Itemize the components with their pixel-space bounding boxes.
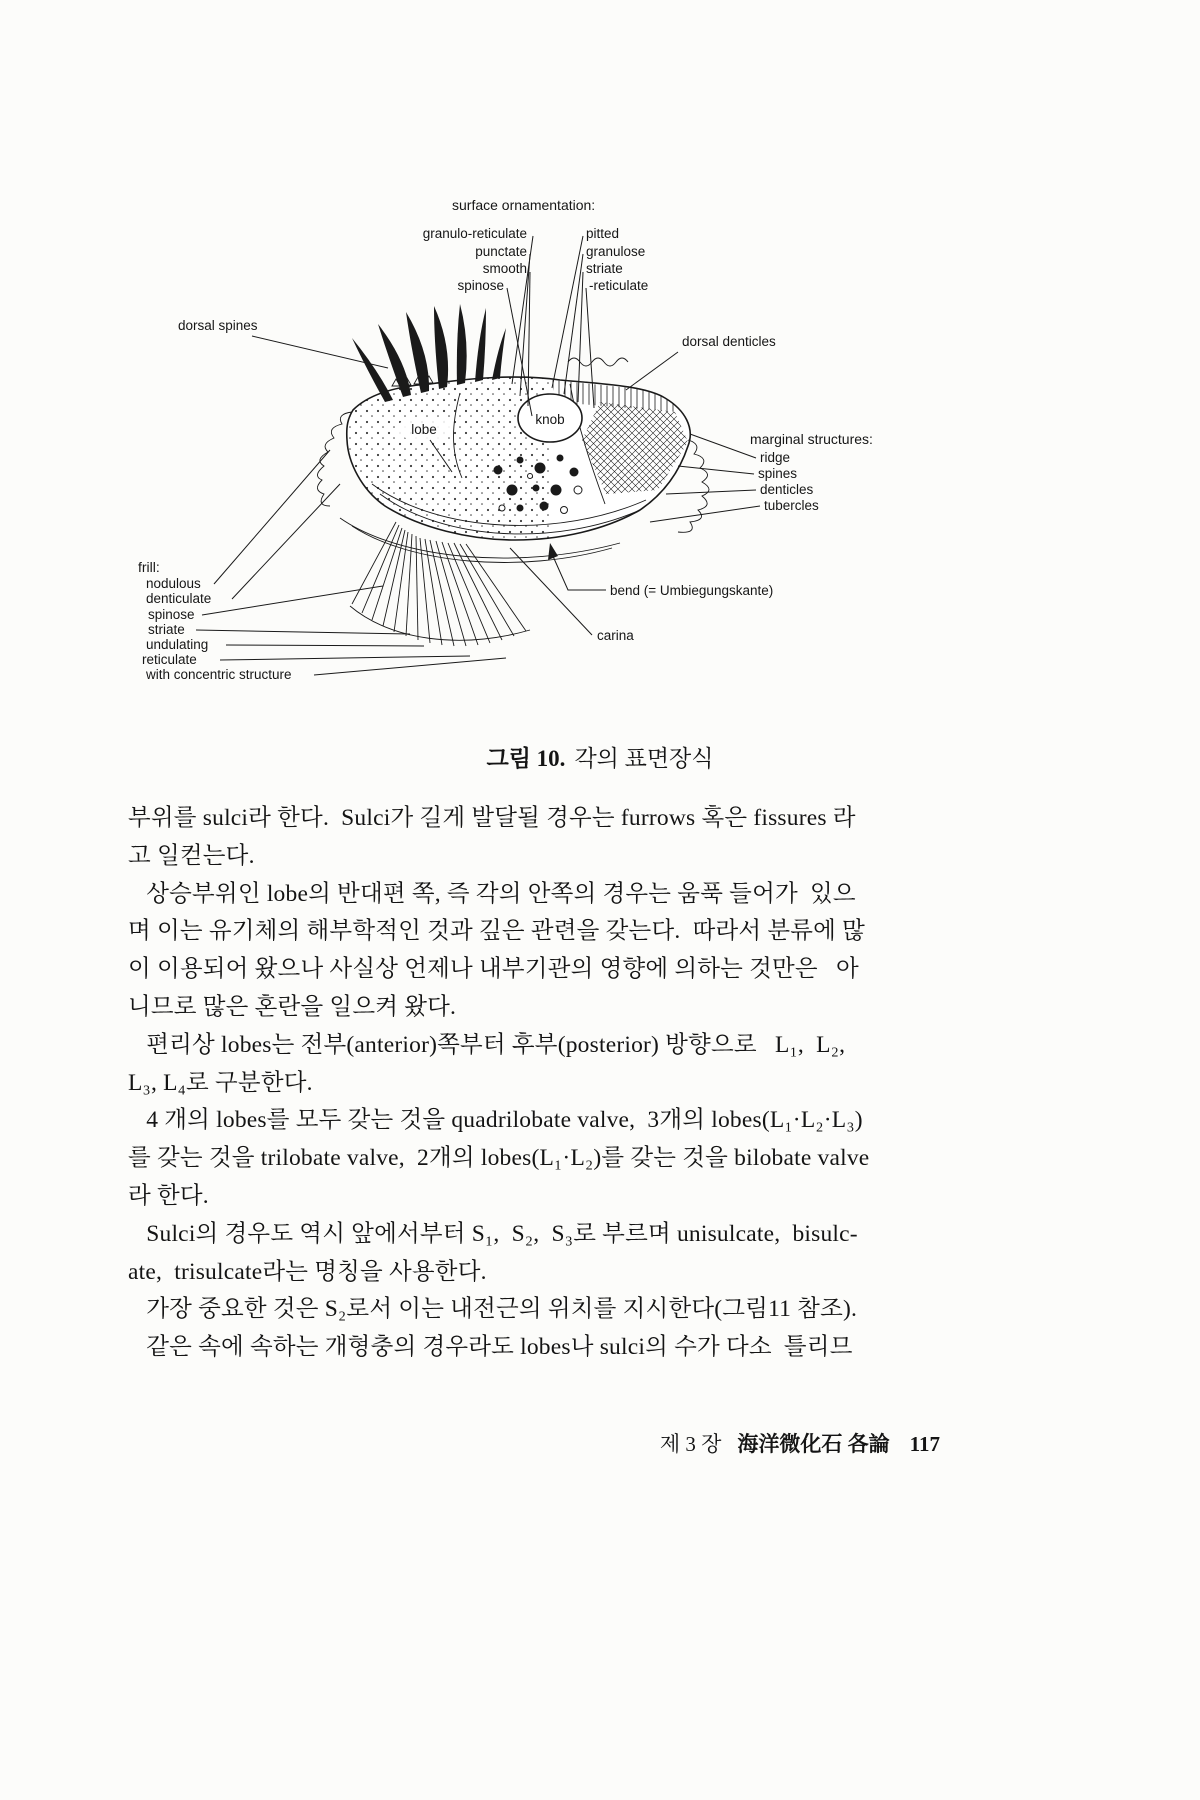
figure-caption-number: 그림 10. <box>486 746 566 771</box>
figure-ostracod-diagram <box>100 188 1100 763</box>
body-text-block <box>128 800 943 1367</box>
ostracod-valve-drawing <box>100 188 1100 763</box>
label-smooth: smooth <box>482 261 527 276</box>
knob-label: knob <box>535 412 565 427</box>
label-reticulate-top: -reticulate <box>589 278 649 293</box>
body-line: L₃, L₄로 구분한다. <box>128 1069 313 1096</box>
label-punctate: punctate <box>475 244 527 259</box>
label-marginal-spines: spines <box>758 466 798 481</box>
stipple-texture <box>340 376 688 546</box>
body-line: ate, trisulcate라는 명칭을 사용한다. <box>128 1258 487 1285</box>
label-nodulous: nodulous <box>146 576 201 591</box>
squiggle-mark <box>568 358 628 366</box>
label-with-concentric-structure: with concentric structure <box>146 667 292 682</box>
label-undulating: undulating <box>146 637 209 652</box>
body-line: 4 개의 lobes를 모두 갖는 것을 quadrilobate valve, 3개의 lobes(L₁·L₂·L₃) <box>128 1107 863 1134</box>
body-line: 를 갖는 것을 trilobate valve, 2개의 lobes(L₁·L₂)를 갖는 것을 bilobate valve <box>128 1145 870 1172</box>
page-footer <box>128 1428 940 1458</box>
figure-caption-text: 각의 표면장식 <box>574 746 714 771</box>
body-line: 편리상 lobes는 전부(anterior)쪽부터 후부(posterior) 방향으로 L₁, L₂, <box>128 1031 846 1058</box>
label-dorsal-spines: dorsal spines <box>178 318 258 333</box>
surface-ornamentation-title: surface ornamentation: <box>452 197 596 213</box>
body-line: 이 이용되어 왔으나 사실상 언제나 내부기관의 영향에 의하는 것만은 아 <box>128 956 859 983</box>
body-line: 부위를 sulci라 한다. Sulci가 길게 발달될 경우는 furrows 혹은 fissures 라 <box>128 805 856 831</box>
label-ridge: ridge <box>760 450 791 465</box>
footer-chapter: 제 3 장 <box>659 1432 722 1456</box>
footer-page-number: 117 <box>909 1432 940 1456</box>
label-striate-top: striate <box>586 261 623 276</box>
label-dorsal-denticles: dorsal denticles <box>682 334 776 349</box>
frill-title: frill: <box>138 559 160 575</box>
label-reticulate-frill: reticulate <box>142 652 197 667</box>
body-line: 상승부위인 lobe의 반대편 쪽, 즉 각의 안쪽의 경우는 움푹 들어가 있으 <box>128 880 856 907</box>
footer-book-title: 海洋微化石 各論 <box>737 1432 890 1456</box>
body-line: 라 한다. <box>128 1182 209 1209</box>
figure-caption <box>0 740 1200 773</box>
body-line: 가장 중요한 것은 S₂로서 이는 내전근의 위치를 지시한다(그림11 참조). <box>128 1296 858 1323</box>
label-marginal-denticles: denticles <box>760 482 814 497</box>
label-denticulate: denticulate <box>146 591 212 606</box>
body-line: 니므로 많은 혼란을 일으켜 왔다. <box>128 993 457 1020</box>
label-bend: bend (= Umbiegungskante) <box>610 583 774 598</box>
body-line: 같은 속에 속하는 개형충의 경우라도 lobes나 sulci의 수가 다소 틀리므 <box>128 1334 853 1361</box>
label-striate-frill: striate <box>148 622 185 637</box>
label-spinose-frill: spinose <box>148 607 195 622</box>
valve-body <box>340 376 690 546</box>
body-line: 고 일컫는다. <box>128 842 255 869</box>
frill-fan <box>350 522 530 646</box>
label-carina: carina <box>597 628 634 643</box>
label-pitted: pitted <box>586 226 620 241</box>
body-line: 며 이는 유기체의 해부학적인 것과 깊은 관련을 갖는다. 따라서 분류에 많 <box>128 918 866 945</box>
label-granulose: granulose <box>586 244 646 259</box>
label-spinose-top: spinose <box>457 278 504 293</box>
body-line: Sulci의 경우도 역시 앞에서부터 S₁, S₂, S₃로 부르며 unisulcate, bisulc- <box>128 1220 858 1247</box>
marginal-structures-title: marginal structures: <box>750 431 873 447</box>
label-tubercles: tubercles <box>764 498 819 513</box>
label-granulo-reticulate: granulo-reticulate <box>422 226 527 241</box>
lobe-label: lobe <box>411 422 437 437</box>
